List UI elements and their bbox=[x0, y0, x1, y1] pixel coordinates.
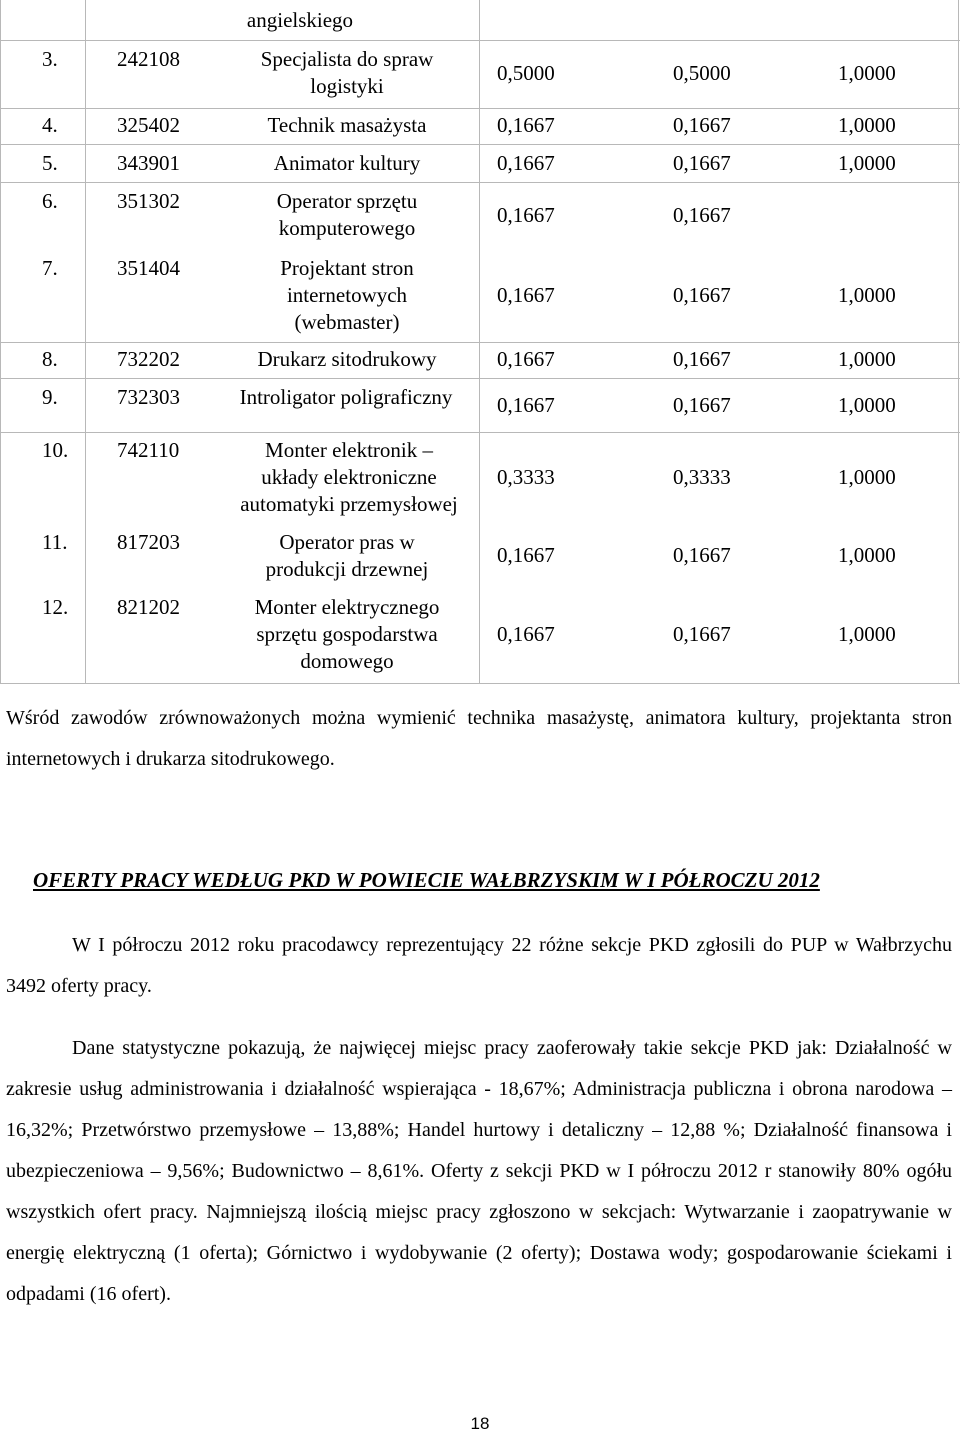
row-number: 12. bbox=[42, 595, 69, 619]
value-cell: 1,0000 bbox=[838, 283, 896, 307]
occupation-code: 351302 bbox=[117, 189, 180, 213]
value-cell: 0,1667 bbox=[497, 393, 555, 417]
intro-paragraph: W I półroczu 2012 roku pracodawcy reprezentujący 22 różne sekcje PKD zgłosili do PUP w Wałbrzychu 3492 oferty pracy. bbox=[6, 934, 952, 997]
occupation-name: Specjalista do spraw bbox=[260, 47, 434, 71]
occupation-name: Monter elektronik – bbox=[265, 438, 433, 462]
value-cell: 1,0000 bbox=[838, 393, 896, 417]
occupation-name: układy elektroniczne bbox=[261, 465, 437, 489]
value-cell: 0,1667 bbox=[673, 543, 731, 567]
occupation-name: Monter elektrycznego bbox=[254, 595, 440, 619]
value-cell: 0,1667 bbox=[497, 203, 555, 227]
value-cell: 1,0000 bbox=[838, 347, 896, 371]
occupation-code: 351404 bbox=[117, 256, 180, 280]
value-cell: 0,1667 bbox=[673, 283, 731, 307]
row-number: 11. bbox=[42, 530, 68, 554]
occupation-code: 742110 bbox=[117, 438, 180, 462]
value-cell: 0,1667 bbox=[497, 622, 555, 646]
value-cell: 1,0000 bbox=[838, 622, 896, 646]
row-number: 5. bbox=[42, 151, 58, 175]
value-cell: 0,1667 bbox=[673, 622, 731, 646]
value-cell: 1,0000 bbox=[838, 61, 896, 85]
grid-line bbox=[0, 108, 960, 109]
row-number: 4. bbox=[42, 113, 58, 137]
value-cell: 0,1667 bbox=[673, 151, 731, 175]
occupation-name: Technik masażysta bbox=[267, 113, 427, 137]
value-cell: 0,5000 bbox=[673, 61, 731, 85]
summary-paragraph: Wśród zawodów zrównoważonych można wymienić technika masażystę, animatora kultury, projektanta stron internetowych i drukarza sitodrukowego. bbox=[6, 707, 952, 770]
grid-line bbox=[0, 40, 960, 41]
value-cell: 0,3333 bbox=[497, 465, 555, 489]
row-number: 7. bbox=[42, 256, 58, 280]
occupation-code: 343901 bbox=[117, 151, 180, 175]
occupation-name: Operator sprzętu bbox=[276, 189, 418, 213]
occupation-name: internetowych bbox=[286, 283, 408, 307]
grid-line bbox=[0, 182, 960, 183]
occupation-name: Operator pras w bbox=[279, 530, 415, 554]
occupation-name: domowego bbox=[300, 649, 394, 673]
occupation-name: automatyki przemysłowej bbox=[240, 492, 458, 516]
value-cell: 0,1667 bbox=[497, 151, 555, 175]
occupation-code: 821202 bbox=[117, 595, 180, 619]
value-cell: 1,0000 bbox=[838, 543, 896, 567]
occupation-name: Introligator poligraficzny bbox=[239, 385, 453, 409]
page-number: 18 bbox=[470, 1414, 490, 1433]
value-cell: 0,5000 bbox=[497, 61, 555, 85]
occupation-name: produkcji drzewnej bbox=[265, 557, 429, 581]
row-number: 10. bbox=[42, 438, 69, 462]
grid-line bbox=[0, 378, 960, 379]
occupation-code: 732202 bbox=[117, 347, 180, 371]
value-cell: 0,1667 bbox=[497, 543, 555, 567]
value-cell: 0,1667 bbox=[673, 393, 731, 417]
occupation-name: Animator kultury bbox=[273, 151, 421, 175]
value-cell: 1,0000 bbox=[838, 113, 896, 137]
occupation-code: 242108 bbox=[117, 47, 180, 71]
occupation-code: 817203 bbox=[117, 530, 180, 554]
value-cell: 1,0000 bbox=[838, 465, 896, 489]
occupation-name: angielskiego bbox=[246, 8, 354, 32]
grid-line bbox=[0, 342, 960, 343]
grid-line bbox=[0, 144, 960, 145]
grid-line bbox=[0, 432, 960, 433]
value-cell: 0,1667 bbox=[673, 347, 731, 371]
value-cell: 0,1667 bbox=[497, 347, 555, 371]
occupation-name: Drukarz sitodrukowy bbox=[257, 347, 437, 371]
row-number: 6. bbox=[42, 189, 58, 213]
grid-line bbox=[0, 683, 960, 684]
value-cell: 1,0000 bbox=[838, 151, 896, 175]
occupation-name: (webmaster) bbox=[294, 310, 400, 334]
value-cell: 0,1667 bbox=[497, 283, 555, 307]
row-number: 3. bbox=[42, 47, 58, 71]
occupation-code: 325402 bbox=[117, 113, 180, 137]
value-cell: 0,3333 bbox=[673, 465, 731, 489]
occupation-name: sprzętu gospodarstwa bbox=[256, 622, 438, 646]
value-cell: 0,1667 bbox=[673, 203, 731, 227]
statistics-paragraph: Dane statystyczne pokazują, że najwięcej miejsc pracy zaoferowały takie sekcje PKD jak: Działalność w zakresie usług administrowania i działalność wspierająca - 18,67%; Administracja publiczna i obrona narodowa – 16,32%; Przetwórstwo przemysłowe – 13,88%; Handel hurtowy i detaliczny – 12,88 %; Działalność finansowa i ubezpieczeniowa – 9,56%; Budownictwo – 8,61%. Oferty z sekcji PKD w I półroczu 2012 r stanowiły 80% ogółu wszystkich ofert pracy. Najmniejszą ilością miejsc pracy zgłoszono w sekcjach: Wytwarzanie i zaopatrywanie w energię elektryczną (1 oferta); Górnictwo i wydobywanie (2 oferty); Dostawa wody; gospodarowanie ściekami i odpadami (16 ofert). bbox=[6, 1037, 952, 1305]
value-cell: 0,1667 bbox=[497, 113, 555, 137]
row-number: 9. bbox=[42, 385, 58, 409]
occupation-name: Projektant stron bbox=[280, 256, 414, 280]
row-number: 8. bbox=[42, 347, 58, 371]
occupation-name: logistyki bbox=[310, 74, 384, 98]
occupation-table bbox=[0, 0, 960, 684]
occupation-name: komputerowego bbox=[278, 216, 416, 240]
section-heading: OFERTY PRACY WEDŁUG PKD W POWIECIE WAŁBRZYSKIM W I PÓŁROCZU 2012 bbox=[33, 868, 820, 892]
occupation-code: 732303 bbox=[117, 385, 180, 409]
value-cell: 0,1667 bbox=[673, 113, 731, 137]
